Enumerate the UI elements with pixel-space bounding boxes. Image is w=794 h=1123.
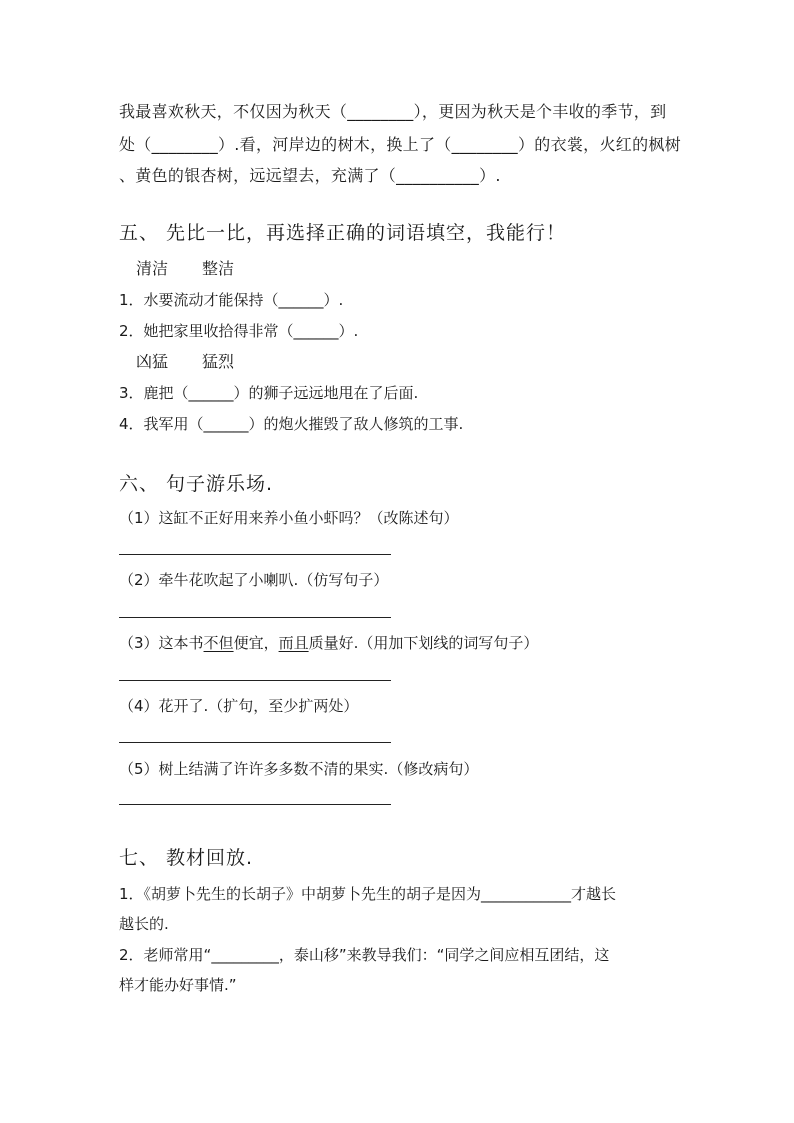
section-5-question-4: 4．我军用（______）的炮火摧毁了敌人修筑的工事. xyxy=(119,415,464,433)
section-6-heading: 六、 句子游乐场. xyxy=(119,473,274,495)
section-6-question-5: （5）树上结满了许许多多数不清的果实.（修改病句） xyxy=(119,760,479,778)
section-7-heading: 七、 教材回放. xyxy=(119,847,254,869)
answer-line-2[interactable] xyxy=(119,617,391,618)
section-6-question-1: （1）这缸不正好用来养小鱼小虾吗？（改陈述句） xyxy=(119,509,459,527)
word-pair-1 xyxy=(136,259,234,279)
answer-line-3[interactable] xyxy=(119,680,391,681)
question-text: 质量好.（用加下划线的词写句子） xyxy=(308,634,539,652)
section-5-heading: 五、 先比一比，再选择正确的词语填空，我能行！ xyxy=(119,222,567,244)
section-7-question-2-line-1: 2．老师常用“_________，泰山移”来教导我们：“同学之间应相互团结，这 xyxy=(119,946,610,964)
paragraph-line-2: 处（________）.看，河岸边的树木，换上了（________）的衣裳，火红的枫树 xyxy=(119,135,681,154)
paragraph-line-1: 我最喜欢秋天，不仅因为秋天（________），更因为秋天是个丰收的季节，到 xyxy=(119,102,667,121)
paragraph-line-3: 、黄色的银杏树，远远望去，充满了（__________）. xyxy=(119,166,501,185)
word-option: 整洁 xyxy=(202,259,235,278)
section-7-question-1-line-2: 越长的. xyxy=(119,915,169,933)
underlined-word-erqie: 而且 xyxy=(278,634,309,652)
answer-line-4[interactable] xyxy=(119,742,391,743)
question-text: （3）这本书 xyxy=(119,634,204,652)
section-6-question-3 xyxy=(119,633,538,653)
section-7-question-2-line-2: 样才能办好事情.” xyxy=(119,976,237,994)
section-7-question-1-line-1: 1．《胡萝卜先生的长胡子》中胡萝卜先生的胡子是因为____________才越长 xyxy=(119,885,617,903)
section-5-question-2: 2．她把家里收拾得非常（______）. xyxy=(119,322,359,340)
word-pair-2 xyxy=(136,352,234,372)
section-6-question-4: （4）花开了.（扩句，至少扩两处） xyxy=(119,697,359,715)
word-option: 凶猛 xyxy=(136,352,169,371)
question-text: 便宜， xyxy=(233,634,279,652)
word-option: 猛烈 xyxy=(202,352,235,371)
section-5-question-3: 3．鹿把（______）的狮子远远地甩在了后面. xyxy=(119,384,419,402)
answer-line-5[interactable] xyxy=(119,804,391,805)
answer-line-1[interactable] xyxy=(119,554,391,555)
section-6-question-2: （2）牵牛花吹起了小喇叭.（仿写句子） xyxy=(119,571,389,589)
section-5-question-1: 1．水要流动才能保持（______）. xyxy=(119,291,344,309)
underlined-word-budan: 不但 xyxy=(203,634,234,652)
word-option: 清洁 xyxy=(136,259,169,278)
